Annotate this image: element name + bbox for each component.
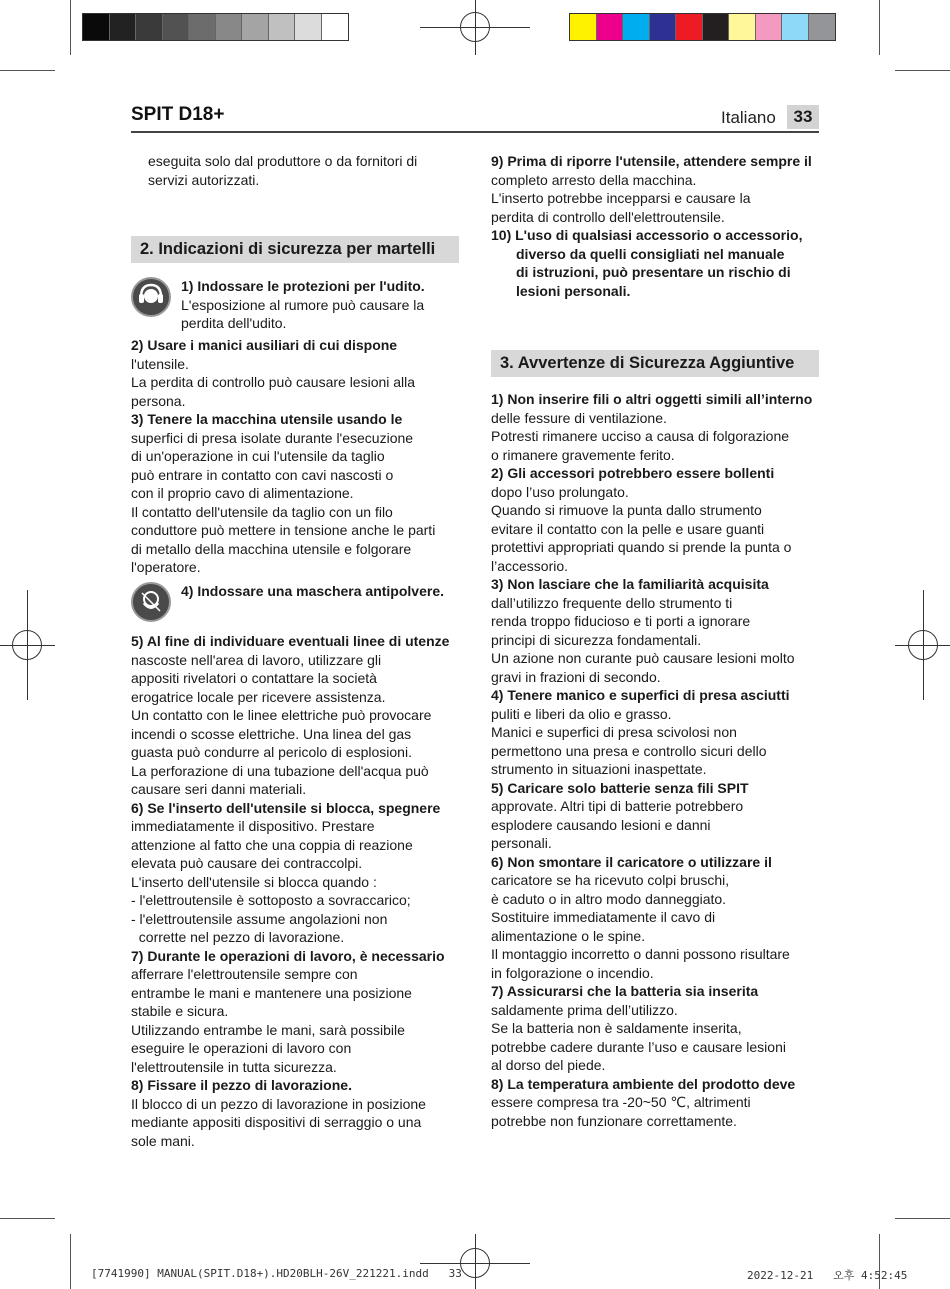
item-title: è caduto o in altro modo danneggiato.	[491, 890, 727, 907]
item-title: 6) Non smontare il caricatore o utilizzare il	[491, 853, 772, 870]
item-title: 2) Gli accessori potrebbero essere bollenti	[491, 465, 775, 481]
color-swatch	[703, 14, 730, 40]
item-title: diverso da quelli consigliati nel manuale	[516, 245, 785, 262]
color-swatch-bar	[569, 13, 836, 41]
item-title: 8) Fissare il pezzo di lavorazione.	[131, 1077, 352, 1093]
item-body: Il blocco di un pezzo di lavorazione in posizione	[131, 1095, 426, 1112]
item-title: superfici di presa isolate durante l'esecuzione	[131, 429, 414, 446]
left-intro	[148, 152, 417, 189]
crop-mark	[70, 1234, 71, 1289]
item-body: incendi o scosse elettriche. Una linea del gas	[131, 725, 412, 742]
item-title: essere compresa tra -20~50 ℃, altrimenti	[491, 1094, 751, 1110]
item-body: L'inserto dell'utensile si blocca quando :	[131, 873, 377, 890]
item-title: può entrare in contatto con cavi nascosti o	[131, 466, 394, 483]
color-swatch	[809, 14, 836, 40]
item-title: 3) Tenere la macchina utensile usando le	[131, 411, 403, 427]
item-body: in folgorazione o incendio.	[491, 964, 654, 981]
item-title: 4) Tenere manico e superfici di presa asciutti	[491, 687, 790, 703]
item-body: evitare il contatto con la pelle e usare guanti	[491, 520, 765, 537]
item-title: afferrare l'elettroutensile sempre con	[131, 966, 358, 982]
item-title: 6) Se l'inserto dell'utensile si blocca, spegnere	[131, 799, 441, 816]
item-body: Se la batteria non è saldamente inserita,	[491, 1020, 742, 1036]
color-swatch	[163, 14, 190, 40]
item-title: 5) Al fine di individuare eventuali linee di utenze	[131, 633, 450, 649]
item-title: approvate. Altri tipi di batterie potrebbero	[491, 798, 744, 814]
item-body: L'inserto potrebbe incepparsi e causare la	[491, 190, 751, 206]
crop-mark	[0, 70, 55, 71]
item-title: erogatrice locale per ricevere assistenza.	[131, 688, 386, 705]
color-swatch	[623, 14, 650, 40]
color-swatch	[269, 14, 296, 40]
ear-protection-icon	[131, 277, 171, 317]
item-title: 3) Non lasciare che la familiarità acquisita	[491, 576, 769, 592]
item-body: Un contatto con le linee elettriche può provocare	[131, 707, 432, 723]
item-body: Il montaggio incorretto o danni possono risultare	[491, 946, 790, 962]
item-body: potrebbe cadere durante l’uso e causare lesioni	[491, 1038, 786, 1055]
item-title: caricatore se ha ricevuto colpi bruschi,	[491, 872, 730, 888]
item-body: eseguire le operazioni di lavoro con	[131, 1040, 352, 1056]
item-body: di metallo della macchina utensile e folgorare	[131, 540, 412, 557]
color-swatch	[597, 14, 624, 40]
dust-mask-icon	[131, 582, 171, 622]
item-body: l’accessorio.	[491, 557, 569, 574]
item-body: Quando si rimuove la punta dallo strumento	[491, 502, 762, 518]
color-swatch	[295, 14, 322, 40]
left-item-4	[181, 582, 466, 601]
item-body: corrette nel pezzo di lavorazione.	[131, 929, 345, 945]
item-body: La perdita di controllo può causare lesioni alla	[131, 374, 416, 390]
item-title: lesioni personali.	[516, 282, 631, 299]
header-divider	[131, 131, 819, 133]
item-title: saldamente prima dell’utilizzo.	[491, 1001, 678, 1018]
item-body: o rimanere gravemente ferito.	[491, 446, 675, 463]
item-title: di istruzioni, può presentare un rischio di	[516, 264, 791, 280]
right-items	[491, 390, 826, 1130]
file-slug: [7741990] MANUAL(SPIT.D18+).HD20BLH-26V_221221.indd 33	[91, 1267, 462, 1280]
item-body: perdita dell'udito.	[181, 315, 287, 331]
item-title: personali.	[491, 835, 552, 851]
section-title-hammers: 2. Indicazioni di sicurezza per martelli	[131, 236, 459, 263]
item-title: puliti e liberi da olio e grasso.	[491, 705, 672, 722]
crop-mark	[895, 1218, 950, 1219]
item-title: dopo l’uso prolungato.	[491, 483, 629, 500]
print-timestamp: 2022-12-21 오후 4:52:45	[747, 1269, 908, 1282]
item-body: l'elettroutensile in tutta sicurezza.	[131, 1058, 337, 1075]
item-title: 4) Indossare una maschera antipolvere.	[181, 583, 444, 599]
color-swatch	[650, 14, 677, 40]
crop-mark	[895, 70, 950, 71]
color-swatch	[322, 14, 349, 40]
item-body: protettivi appropriati quando si prende la punta o	[491, 539, 792, 555]
item-title: 9) Prima di riporre l'utensile, attendere sempre il	[491, 153, 812, 169]
item-body: causare seri danni materiali.	[131, 781, 307, 797]
color-swatch	[110, 14, 137, 40]
item-body: L'esposizione al rumore può causare la	[181, 296, 425, 313]
section-title-additional-warnings: 3. Avvertenze di Sicurezza Aggiuntive	[491, 350, 819, 377]
item-body: permettono una presa e controllo sicuri dello	[491, 742, 767, 759]
color-swatch	[83, 14, 110, 40]
item-title: l'utensile.	[131, 355, 189, 372]
item-title: con il proprio cavo di alimentazione.	[131, 485, 354, 501]
item-body: al dorso del piede.	[491, 1057, 606, 1073]
grayscale-swatch-bar	[82, 13, 349, 41]
item-title: Sostituire immediatamente il cavo di	[491, 909, 716, 925]
color-swatch	[189, 14, 216, 40]
item-body: Utilizzando entrambe le mani, sarà possibile	[131, 1021, 405, 1038]
item-title: immediatamente il dispositivo. Prestare	[131, 818, 375, 834]
item-body: Potresti rimanere ucciso a causa di folgorazione	[491, 428, 790, 444]
intro-line: servizi autorizzati.	[148, 171, 260, 188]
item-title: elevata può causare dei contraccolpi.	[131, 855, 363, 871]
left-item-2-3	[131, 336, 466, 577]
language-label: Italiano	[721, 108, 776, 127]
page-number: 33	[787, 105, 819, 129]
left-item-1	[181, 277, 461, 333]
item-title: 1) Indossare le protezioni per l'udito.	[181, 278, 425, 294]
item-title: 7) Assicurarsi che la batteria sia inserita	[491, 983, 759, 999]
item-body: - l'elettroutensile assume angolazioni non	[131, 910, 388, 927]
color-swatch	[782, 14, 809, 40]
item-title: dall’utilizzo frequente dello strumento ti	[491, 594, 733, 611]
item-title: nascoste nell'area di lavoro, utilizzare gli	[131, 651, 382, 668]
color-swatch	[136, 14, 163, 40]
item-title: stabile e sicura.	[131, 1003, 229, 1019]
item-body: perdita di controllo dell'elettroutensile.	[491, 208, 725, 225]
item-body: l'operatore.	[131, 559, 201, 575]
color-swatch	[242, 14, 269, 40]
item-body: guasta può condurre al pericolo di esplosioni.	[131, 744, 412, 760]
item-body: persona.	[131, 392, 186, 409]
item-title: 5) Caricare solo batterie senza fili SPIT	[491, 779, 749, 796]
crop-mark	[879, 0, 880, 55]
color-swatch	[676, 14, 703, 40]
item-title: completo arresto della macchina.	[491, 171, 697, 188]
right-items-top	[491, 152, 826, 300]
item-title: alimentazione o le spine.	[491, 927, 646, 944]
item-title: potrebbe non funzionare correttamente.	[491, 1112, 737, 1129]
item-title: 1) Non inserire fili o altri oggetti simili all’interno	[491, 391, 813, 407]
item-title: principi di sicurezza fondamentali.	[491, 631, 702, 648]
item-title: 2) Usare i manici ausiliari di cui dispone	[131, 337, 398, 353]
item-body: conduttore può mettere in tensione anche le parti	[131, 522, 436, 538]
item-title: 8) La temperatura ambiente del prodotto deve	[491, 1075, 796, 1092]
item-body: strumento in situazioni inaspettate.	[491, 761, 707, 777]
item-body: Il contatto dell'utensile da taglio con un filo	[131, 503, 393, 520]
document-title: SPIT D18+	[131, 104, 225, 125]
color-swatch	[570, 14, 597, 40]
item-title: renda troppo fiducioso e ti porti a ignorare	[491, 613, 751, 629]
item-title: esplodere causando lesioni e danni	[491, 816, 711, 833]
item-body: Manici e superfici di presa scivolosi non	[491, 724, 737, 740]
item-title: 10) L'uso di qualsiasi accessorio o accessorio,	[491, 227, 803, 243]
item-title: delle fessure di ventilazione.	[491, 409, 667, 426]
item-body: Un azione non curante può causare lesioni molto	[491, 650, 795, 666]
item-title: 7) Durante le operazioni di lavoro, è necessario	[131, 947, 445, 964]
item-body: sole mani.	[131, 1132, 195, 1149]
item-body: gravi in frazioni di secondo.	[491, 668, 661, 685]
item-title: attenzione al fatto che una coppia di reazione	[131, 836, 413, 853]
item-body: La perforazione di una tubazione dell'acqua può	[131, 762, 429, 779]
item-title: entrambe le mani e mantenere una posizione	[131, 984, 412, 1001]
item-title: di un'operazione in cui l'utensile da taglio	[131, 448, 385, 464]
crop-mark	[70, 0, 71, 55]
intro-line: eseguita solo dal produttore o da fornitori di	[148, 153, 418, 169]
color-swatch	[216, 14, 243, 40]
item-body: mediante appositi dispositivi di serraggio o una	[131, 1114, 422, 1130]
color-swatch	[729, 14, 756, 40]
color-swatch	[756, 14, 783, 40]
left-item-5-8	[131, 632, 466, 1150]
item-body: - l'elettroutensile è sottoposto a sovraccarico;	[131, 892, 411, 908]
crop-mark	[0, 1218, 55, 1219]
item-title: appositi rivelatori o contattare la società	[131, 670, 377, 686]
